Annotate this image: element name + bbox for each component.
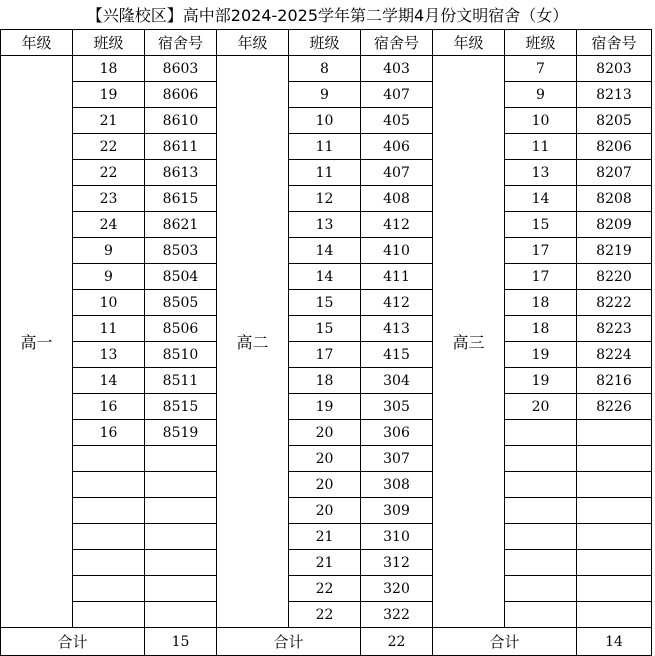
grade-cell: 高三 [433,56,505,628]
class-cell: 9 [505,82,577,108]
dorm-cell: 305 [361,394,433,420]
dorm-cell: 8610 [145,108,217,134]
grade-cell: 高二 [217,56,289,628]
class-cell [505,420,577,446]
dorm-cell [577,602,652,628]
class-cell [505,472,577,498]
class-cell [73,602,145,628]
dorm-cell: 403 [361,56,433,82]
class-cell [505,446,577,472]
dorm-cell: 8213 [577,82,652,108]
total-value: 14 [577,628,652,656]
table-row [1,212,652,238]
class-cell: 11 [73,316,145,342]
dorm-cell: 405 [361,108,433,134]
class-cell: 16 [73,420,145,446]
class-cell: 19 [505,342,577,368]
dorm-cell: 8503 [145,238,217,264]
table-row [1,290,652,316]
dorm-cell: 310 [361,524,433,550]
class-cell [73,524,145,550]
dorm-cell: 8216 [577,368,652,394]
class-cell: 14 [73,368,145,394]
class-cell: 22 [73,134,145,160]
class-cell: 15 [289,316,361,342]
dorm-cell: 8606 [145,82,217,108]
class-cell: 20 [505,394,577,420]
dorm-cell: 8504 [145,264,217,290]
class-cell: 13 [73,342,145,368]
dorm-cell: 308 [361,472,433,498]
class-cell: 20 [289,498,361,524]
table-row [1,446,652,472]
class-cell [73,446,145,472]
class-cell: 14 [289,264,361,290]
dorm-cell: 8209 [577,212,652,238]
dorm-cell: 8506 [145,316,217,342]
class-cell: 17 [505,264,577,290]
table-row [1,342,652,368]
dorm-cell [145,498,217,524]
class-cell [73,576,145,602]
class-cell: 10 [289,108,361,134]
class-cell: 20 [289,472,361,498]
dorm-cell [145,602,217,628]
dorm-cell: 8515 [145,394,217,420]
table-row [1,108,652,134]
dorm-cell: 320 [361,576,433,602]
dorm-cell: 407 [361,82,433,108]
dorm-cell: 8611 [145,134,217,160]
table-row [1,238,652,264]
table-row [1,186,652,212]
class-cell: 19 [505,368,577,394]
class-cell: 17 [505,238,577,264]
total-value: 15 [145,628,217,656]
dorm-cell: 8615 [145,186,217,212]
header-class: 班级 [73,30,145,56]
class-cell: 13 [505,160,577,186]
class-cell: 18 [73,56,145,82]
dorm-cell: 8226 [577,394,652,420]
table-row [1,82,652,108]
header-dorm: 宿舍号 [145,30,217,56]
dorm-cell [577,446,652,472]
table-row [1,368,652,394]
class-cell [505,576,577,602]
dorm-table [0,29,652,656]
table-row [1,472,652,498]
class-cell: 11 [505,134,577,160]
class-cell [73,498,145,524]
dorm-cell [577,524,652,550]
class-cell: 10 [505,108,577,134]
table-body [1,56,652,656]
dorm-cell: 8205 [577,108,652,134]
header-grade: 年级 [433,30,505,56]
dorm-cell: 8206 [577,134,652,160]
dorm-cell: 8224 [577,342,652,368]
dorm-cell: 410 [361,238,433,264]
dorm-cell: 411 [361,264,433,290]
class-cell: 9 [73,264,145,290]
dorm-cell: 307 [361,446,433,472]
class-cell: 9 [289,82,361,108]
header-class: 班级 [505,30,577,56]
class-cell: 9 [73,238,145,264]
dorm-cell: 8510 [145,342,217,368]
total-label: 合计 [433,628,577,656]
header-grade: 年级 [217,30,289,56]
dorm-cell [577,576,652,602]
class-cell: 21 [289,524,361,550]
dorm-cell: 408 [361,186,433,212]
class-cell: 20 [289,446,361,472]
dorm-cell: 8219 [577,238,652,264]
dorm-cell: 8613 [145,160,217,186]
class-cell: 15 [505,212,577,238]
class-cell: 18 [505,290,577,316]
header-dorm: 宿舍号 [361,30,433,56]
dorm-cell: 306 [361,420,433,446]
dorm-cell: 8621 [145,212,217,238]
table-row [1,602,652,628]
class-cell: 16 [73,394,145,420]
class-cell: 13 [289,212,361,238]
header-dorm: 宿舍号 [577,30,652,56]
class-cell: 17 [289,342,361,368]
dorm-cell [577,550,652,576]
table-row [1,420,652,446]
dorm-cell: 412 [361,212,433,238]
table-row [1,160,652,186]
class-cell: 18 [289,368,361,394]
dorm-cell [577,472,652,498]
grade-cell: 高一 [1,56,73,628]
total-label: 合计 [1,628,145,656]
dorm-cell: 8208 [577,186,652,212]
class-cell: 22 [289,602,361,628]
class-cell: 12 [289,186,361,212]
table-row [1,576,652,602]
dorm-cell [145,446,217,472]
class-cell [73,550,145,576]
table-row [1,134,652,160]
class-cell: 22 [73,160,145,186]
class-cell [505,524,577,550]
dorm-cell: 8519 [145,420,217,446]
class-cell: 10 [73,290,145,316]
dorm-cell: 322 [361,602,433,628]
class-cell: 22 [289,576,361,602]
dorm-cell [145,550,217,576]
dorm-cell: 8603 [145,56,217,82]
dorm-cell: 8220 [577,264,652,290]
total-row [1,628,652,656]
dorm-cell [145,576,217,602]
sheet-title: 【兴隆校区】高中部2024-2025学年第二学期4月份文明宿舍（女） [86,6,569,25]
dorm-cell: 407 [361,160,433,186]
table-row [1,550,652,576]
class-cell: 7 [505,56,577,82]
class-cell: 23 [73,186,145,212]
class-cell: 19 [73,82,145,108]
dorm-cell: 8207 [577,160,652,186]
header-grade: 年级 [1,30,73,56]
dorm-cell: 415 [361,342,433,368]
dorm-cell: 8203 [577,56,652,82]
class-cell [505,550,577,576]
header-row [1,30,652,56]
table-row [1,394,652,420]
dorm-cell: 312 [361,550,433,576]
class-cell: 21 [289,550,361,576]
class-cell: 14 [505,186,577,212]
dorm-cell: 406 [361,134,433,160]
dorm-cell [577,420,652,446]
table-row [1,498,652,524]
dorm-cell: 309 [361,498,433,524]
dorm-cell: 413 [361,316,433,342]
table-row [1,56,652,82]
class-cell: 8 [289,56,361,82]
class-cell: 19 [289,394,361,420]
dorm-cell: 412 [361,290,433,316]
class-cell [505,498,577,524]
class-cell: 11 [289,134,361,160]
class-cell: 14 [289,238,361,264]
dorm-cell: 8223 [577,316,652,342]
class-cell: 15 [289,290,361,316]
class-cell: 20 [289,420,361,446]
dorm-cell: 8222 [577,290,652,316]
class-cell: 18 [505,316,577,342]
dorm-cell [577,498,652,524]
dorm-cell [145,524,217,550]
table-row [1,264,652,290]
total-label: 合计 [217,628,361,656]
dorm-cell: 304 [361,368,433,394]
dorm-cell: 8505 [145,290,217,316]
class-cell: 24 [73,212,145,238]
class-cell: 11 [289,160,361,186]
table-row [1,524,652,550]
dorm-cell: 8511 [145,368,217,394]
table-row [1,316,652,342]
class-cell [73,472,145,498]
class-cell: 21 [73,108,145,134]
class-cell [505,602,577,628]
dorm-cell [145,472,217,498]
total-value: 22 [361,628,433,656]
header-class: 班级 [289,30,361,56]
